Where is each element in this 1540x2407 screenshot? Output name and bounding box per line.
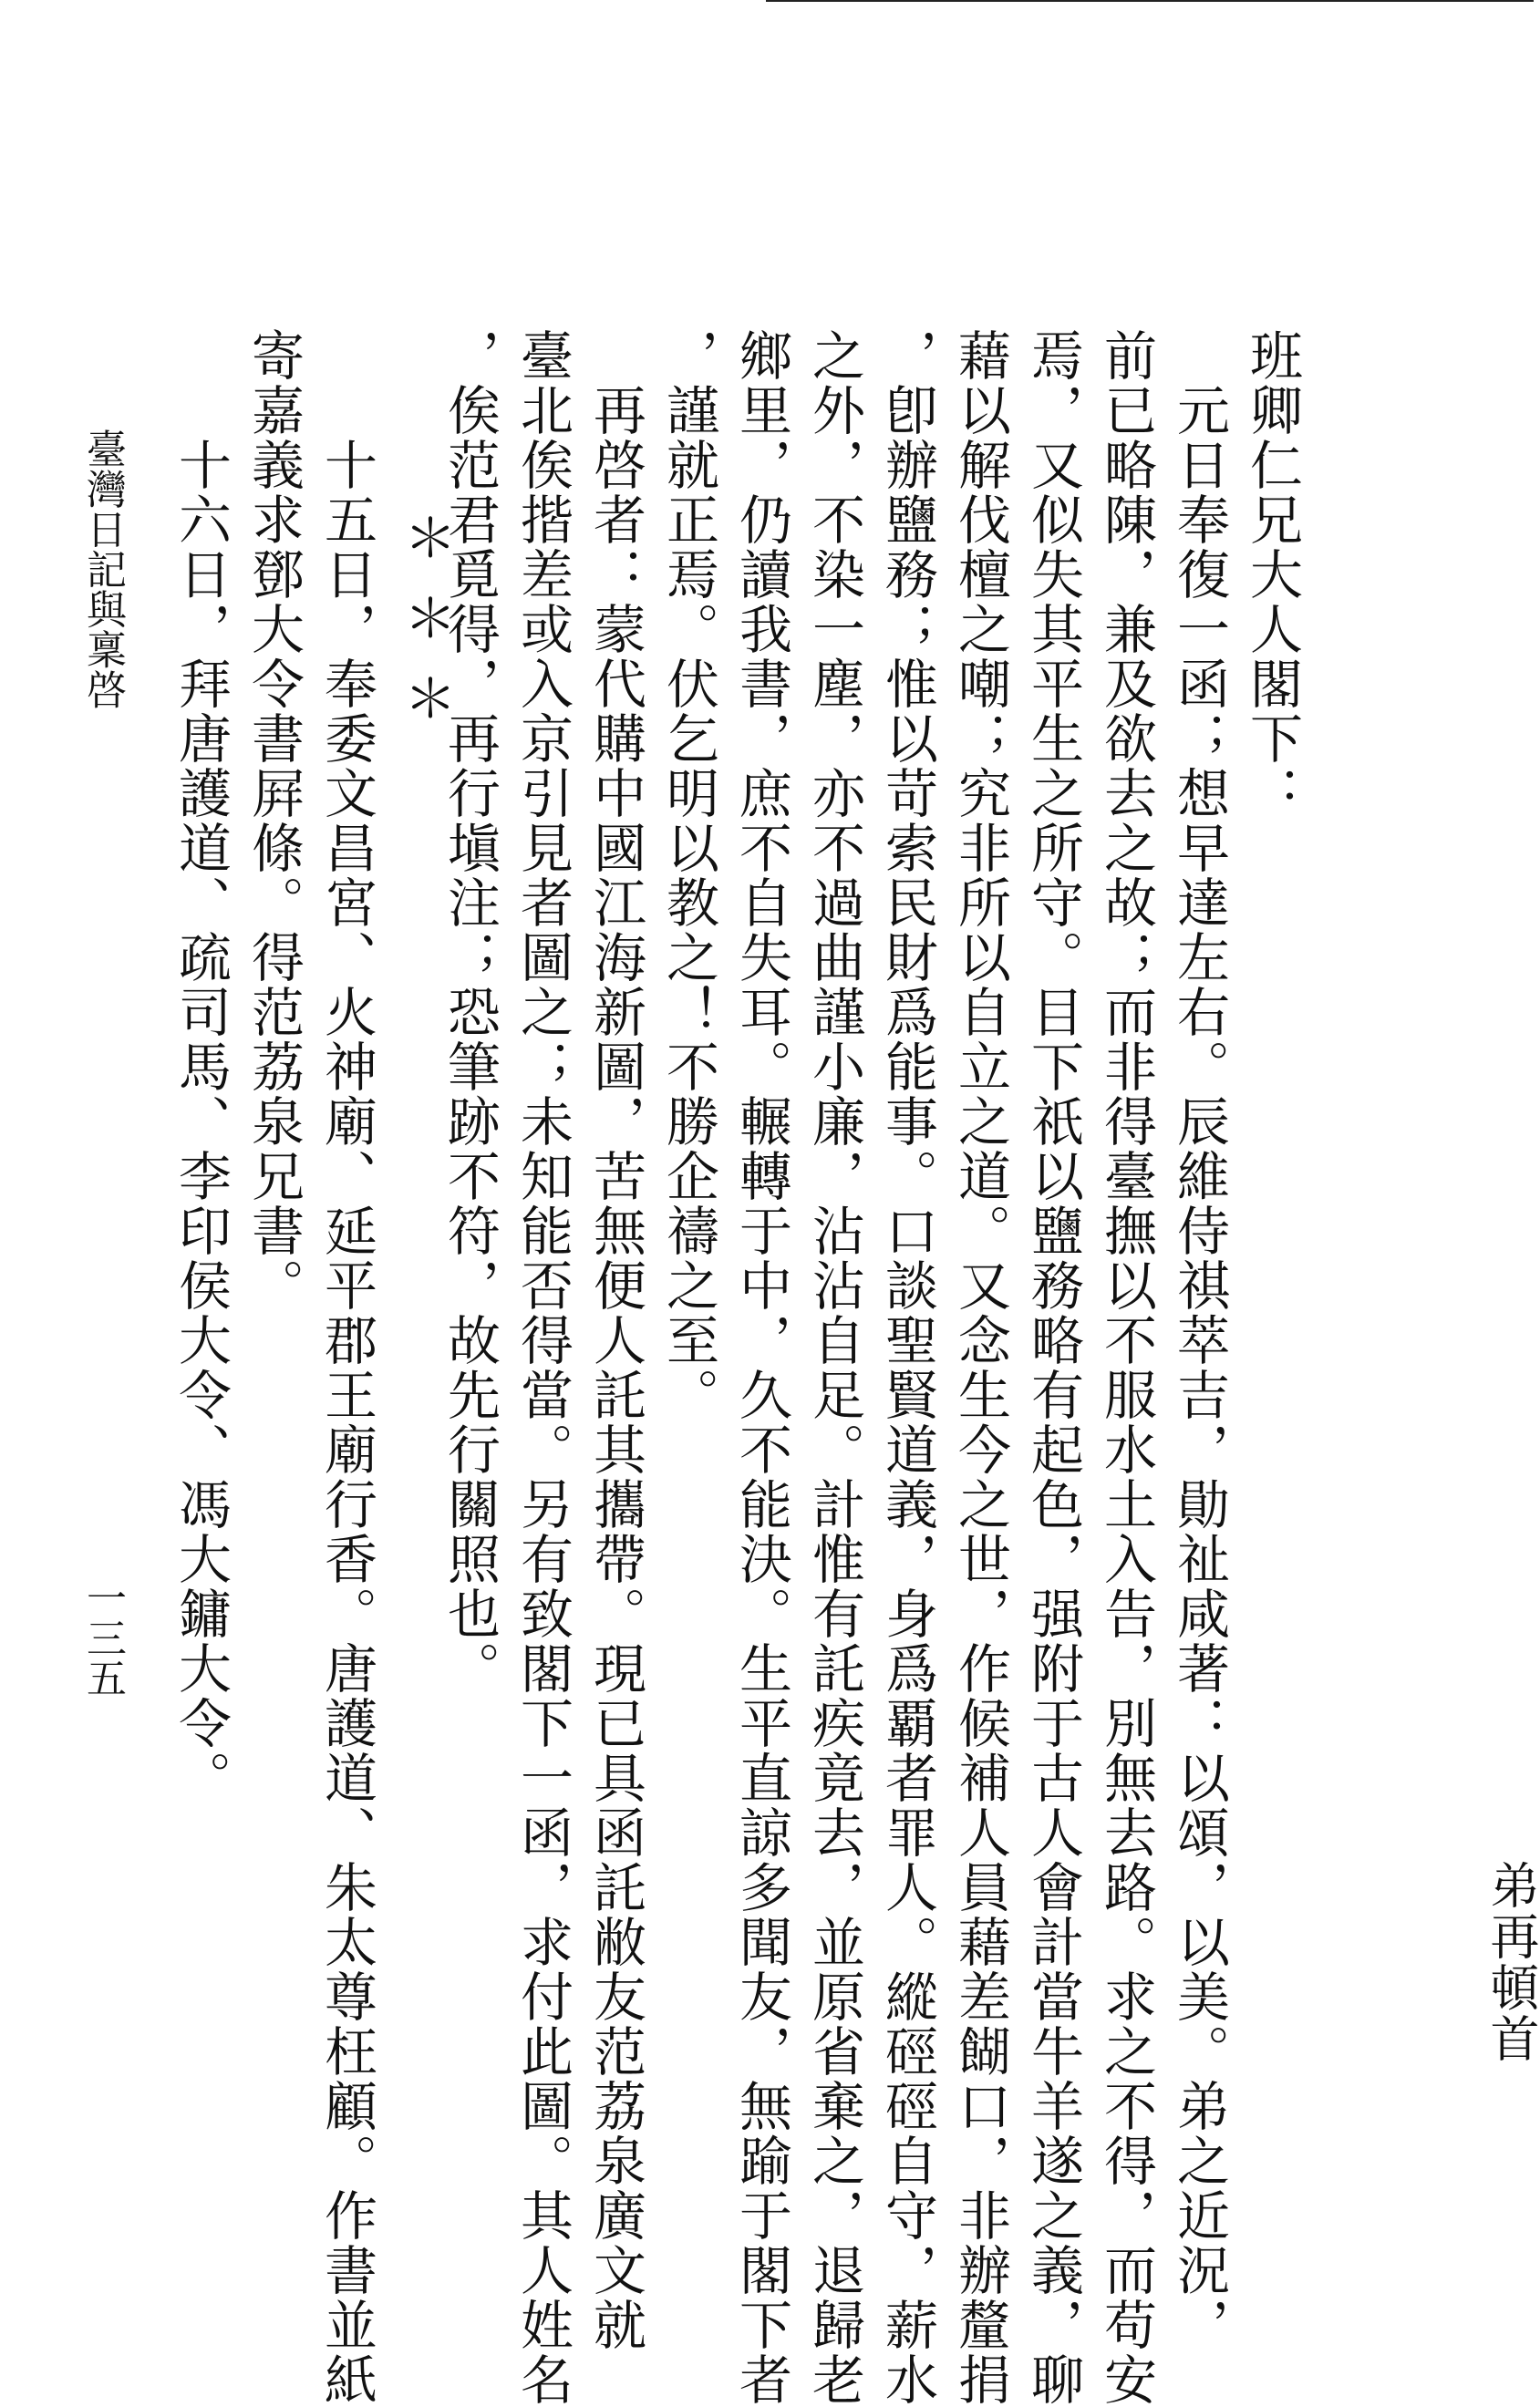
text-column-8: 鄉里，仍讀我書，庶不自失耳。輾轉于中，久不能決。生平直諒多聞友，無踰于閣下者 <box>730 328 792 2407</box>
text-column-15: 十六日，拜唐護道、疏司馬、李印侯大令、馮大鏞大令。 <box>170 328 232 1805</box>
section-divider-stars: ＊＊＊ <box>395 511 457 751</box>
running-title: 臺灣日記與稟啓 <box>79 429 126 709</box>
text-column-9: ，謹就正焉。伏乞明以教之！不勝企禱之至。 <box>657 328 719 1422</box>
text-column-1: 班卿仁兄大人閣下： <box>1241 328 1303 821</box>
text-column-3: 前已略陳，兼及欲去之故；而非得臺撫以不服水土入告，別無去路。求之不得，而苟安 <box>1095 328 1157 2407</box>
text-column-2: 元日奉復一函；想早達左右。辰維侍祺萃吉，勛祉咸著：以頌，以美。弟之近況， <box>1168 328 1230 2352</box>
text-column-10: 再啓者：蒙代購中國江海新圖，苦無便人託其攜帶。現已具函託敝友范荔泉廣文就 <box>584 328 646 2352</box>
signature: 弟再頓首 <box>1483 1860 1540 2064</box>
text-column-5: 藉以解伐檀之嘲；究非所以自立之道。又念生今之世，作候補人員藉差餬口，非辦釐捐 <box>949 328 1011 2407</box>
text-column-12: ，俟范君覓得，再行塡注；恐筆跡不符，故先行關照也。 <box>439 328 501 1696</box>
page-number: 一三五 <box>79 1577 126 1698</box>
text-column-7: 之外，不染一塵，亦不過曲謹小廉，沾沾自足。計惟有託疾竟去，並原省棄之，退歸老 <box>803 328 865 2407</box>
text-column-6: ，卽辦鹽務；惟以苛索民財爲能事。口談聖賢道義，身爲覇者罪人。縱硜硜自守，薪水 <box>876 328 938 2407</box>
text-column-14: 寄嘉義求鄧大令書屛條。得范荔泉兄書。 <box>243 328 305 1313</box>
top-rule <box>766 0 1534 2</box>
text-column-13: 十五日，奉委文昌宮、火神廟、延平郡王廟行香。唐護道、朱太尊枉顧。作書並紙 <box>315 328 377 2407</box>
text-column-11: 臺北俟揩差或入京引見者圖之；未知能否得當。另有致閣下一函，求付此圖。其人姓名 <box>512 328 574 2407</box>
text-column-4: 焉，又似失其平生之所守。目下祇以鹽務略有起色，强附于古人會計當牛羊遂之義，聊 <box>1022 328 1084 2407</box>
